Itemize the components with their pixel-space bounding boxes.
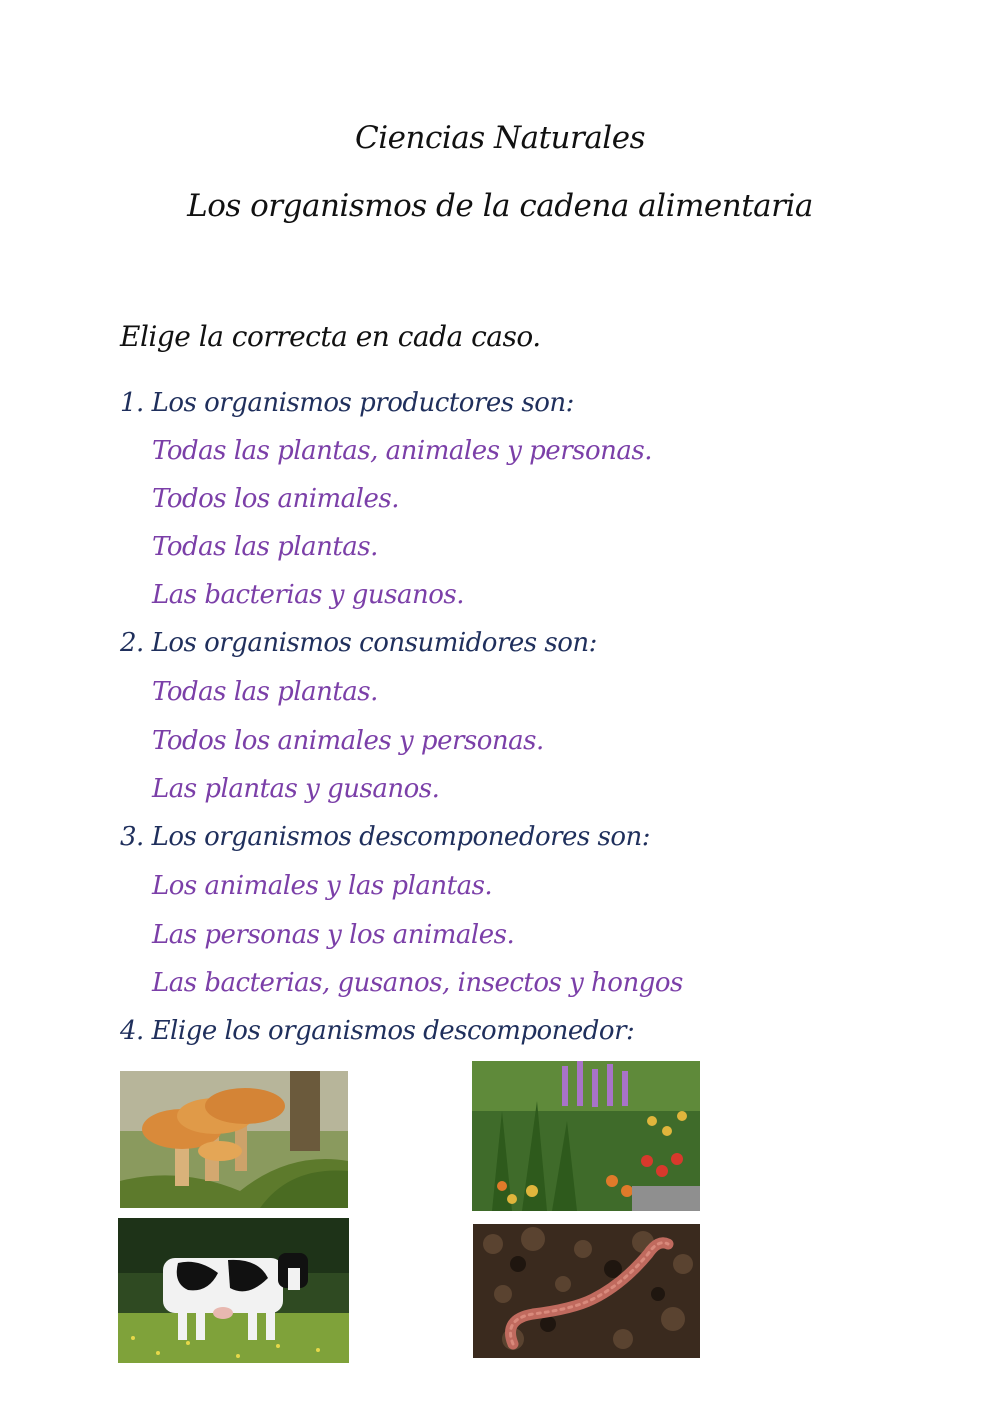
option-2-a[interactable]: Todas las plantas. — [152, 677, 378, 707]
question-text: Los organismos productores son: — [151, 388, 574, 418]
option-1-b[interactable]: Todos los animales. — [152, 484, 399, 514]
question-text: Los organismos consumidores son: — [151, 628, 597, 658]
mushrooms-image[interactable] — [120, 1071, 348, 1208]
option-2-b[interactable]: Todos los animales y personas. — [152, 726, 544, 756]
question-number: 4. — [120, 1016, 144, 1046]
question-3 — [120, 822, 650, 852]
question-4 — [120, 1016, 634, 1046]
instruction-text: Elige la correcta en cada caso. — [120, 320, 541, 353]
cow-image[interactable] — [118, 1218, 349, 1363]
option-1-a[interactable]: Todas las plantas, animales y personas. — [152, 436, 652, 466]
option-3-c[interactable]: Las bacterias, gusanos, insectos y hongos — [152, 968, 683, 998]
flowers-image[interactable] — [472, 1061, 700, 1211]
question-text: Elige los organismos descomponedor: — [151, 1016, 635, 1046]
option-2-c[interactable]: Las plantas y gusanos. — [152, 774, 440, 804]
question-1 — [120, 388, 574, 418]
question-number: 2. — [120, 628, 144, 658]
topic-title: Los organismos de la cadena alimentaria — [187, 188, 813, 224]
question-text: Los organismos descomponedores son: — [151, 822, 651, 852]
question-number: 3. — [120, 822, 144, 852]
subject-title: Ciencias Naturales — [355, 120, 645, 156]
option-3-b[interactable]: Las personas y los animales. — [152, 920, 515, 950]
earthworm-image[interactable] — [473, 1224, 700, 1358]
question-number: 1. — [120, 388, 144, 418]
option-3-a[interactable]: Los animales y las plantas. — [152, 871, 493, 901]
option-1-d[interactable]: Las bacterias y gusanos. — [152, 580, 464, 610]
question-2 — [120, 628, 597, 658]
option-1-c[interactable]: Todas las plantas. — [152, 532, 378, 562]
